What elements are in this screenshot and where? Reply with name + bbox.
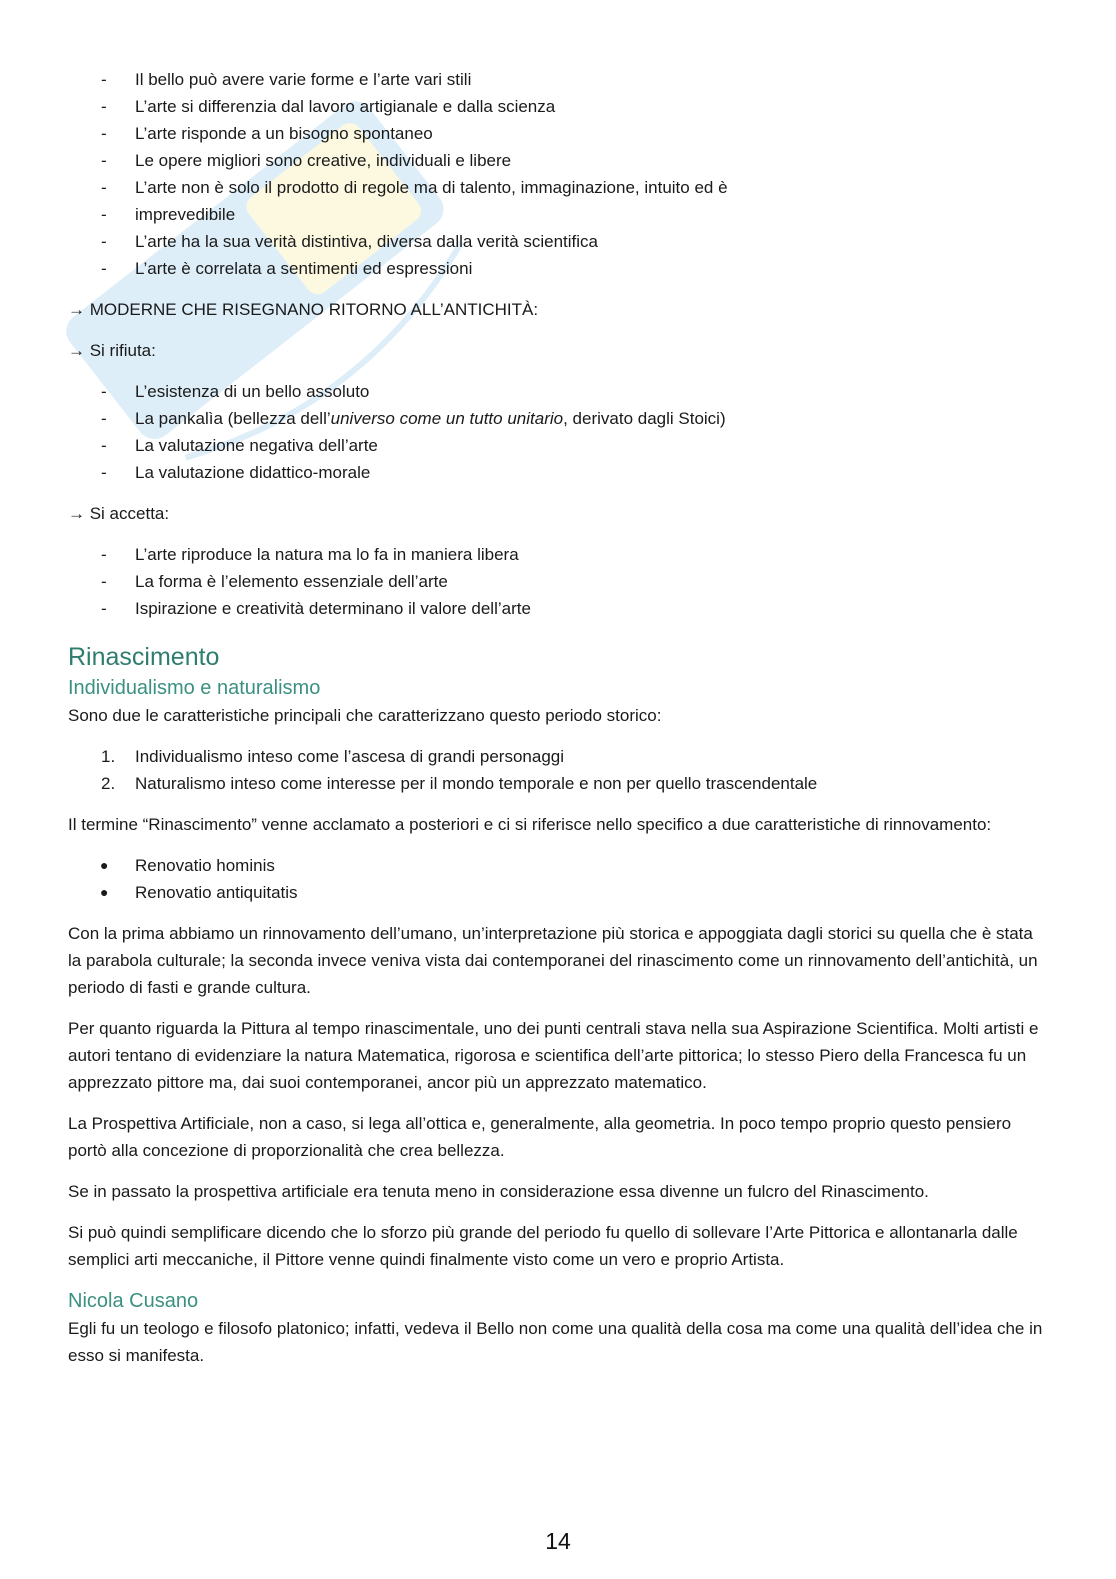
paragraph: Il termine “Rinascimento” venne acclamato a posteriori e ci si riferisce nello specifico a due caratteristiche di rinnovamento:	[68, 815, 992, 834]
subsection-title: Nicola Cusano	[68, 1290, 199, 1312]
paragraph: Egli fu un teologo e filosofo platonico; infatti, vedeva il Bello non come una qualità della cosa ma come una qualità dell’idea che in esso si manifesta.	[68, 1319, 1043, 1365]
rifiuta-list	[68, 378, 1043, 486]
list-item: - Il bello può avere varie forme e l’arte vari stili	[101, 70, 472, 89]
list-item: - L’arte non è solo il prodotto di regole ma di talento, immaginazione, intuito ed è	[101, 178, 728, 197]
list-item: - L’arte risponde a un bisogno spontaneo	[101, 124, 433, 143]
intro-paragraph: Sono due le caratteristiche principali che caratterizzano questo periodo storico:	[68, 706, 662, 725]
list-item: - L’esistenza di un bello assoluto	[101, 382, 370, 401]
accetta-list	[68, 541, 1043, 622]
rifiuta-heading: → Si rifiuta:	[68, 341, 156, 360]
paragraph: Se in passato la prospettiva artificiale era tenuta meno in considerazione essa divenne un fulcro del Rinascimento.	[68, 1182, 929, 1201]
moderne-heading: → MODERNE CHE RISEGNANO RITORNO ALL’ANTICHITÀ:	[68, 300, 539, 319]
list-item: - La pankalìa (bellezza dell’universo come un tutto unitario, derivato dagli Stoici)	[101, 409, 726, 428]
page-number: 14	[545, 1528, 571, 1554]
list-item: - imprevedibile	[101, 205, 236, 224]
list-item: 1. Individualismo inteso come l’ascesa di grandi personaggi	[101, 747, 565, 766]
list-item: - La valutazione negativa dell’arte	[101, 436, 378, 455]
list-item: - L’arte è correlata a sentimenti ed espressioni	[101, 259, 473, 278]
list-item: - La forma è l’elemento essenziale dell’arte	[101, 572, 448, 591]
subsection-title: Individualismo e naturalismo	[68, 677, 321, 699]
features-list	[68, 66, 1043, 282]
numbered-list	[68, 743, 1043, 797]
accetta-heading: → Si accetta:	[68, 504, 170, 523]
paragraph: La Prospettiva Artificiale, non a caso, si lega all’ottica e, generalmente, alla geometria. In poco tempo proprio questo pensiero portò alla concezione di proporzionalità che crea bellezza.	[68, 1114, 1012, 1160]
paragraph: Per quanto riguarda la Pittura al tempo rinascimentale, uno dei punti centrali stava nella sua Aspirazione Scientifica. Molti artisti e autori tentano di evidenziare la natura Matematica, rigorosa e scientifica dell’arte pittorica; lo stesso Piero della Francesca fu un apprezzato pittore ma, dai suoi contemporanei, ancor più un apprezzato matematico.	[68, 1019, 1039, 1092]
list-item: - L’arte ha la sua verità distintiva, diversa dalla verità scientifica	[101, 232, 599, 251]
list-item: - L’arte riproduce la natura ma lo fa in maniera libera	[101, 545, 519, 564]
page-content	[68, 66, 1043, 1383]
paragraph: Si può quindi semplificare dicendo che lo sforzo più grande del periodo fu quello di sollevare l’Arte Pittorica e allontanarla dalle semplici arti meccaniche, il Pittore venne quindi finalmente visto come un vero e proprio Artista.	[68, 1223, 1018, 1269]
paragraph: Con la prima abbiamo un rinnovamento dell’umano, un’interpretazione più storica e appoggiata dagli storici su quella che è stata la parabola culturale; la seconda invece veniva vista dai contemporanei del rinascimento come un rinnovamento dell’antichità, un periodo di fasti e grande cultura.	[68, 924, 1038, 997]
list-item: ● Renovatio antiquitatis	[100, 883, 298, 902]
list-item: - L’arte si differenzia dal lavoro artigianale e dalla scienza	[101, 97, 556, 116]
section-title: Rinascimento	[68, 643, 220, 671]
list-item: - La valutazione didattico-morale	[101, 463, 371, 482]
bullet-list	[68, 852, 1043, 906]
list-item: ● Renovatio hominis	[100, 856, 275, 875]
list-item: 2. Naturalismo inteso come interesse per il mondo temporale e non per quello trascendentale	[101, 774, 818, 793]
list-item: - Ispirazione e creatività determinano il valore dell’arte	[101, 599, 531, 618]
list-item: - Le opere migliori sono creative, individuali e libere	[101, 151, 512, 170]
